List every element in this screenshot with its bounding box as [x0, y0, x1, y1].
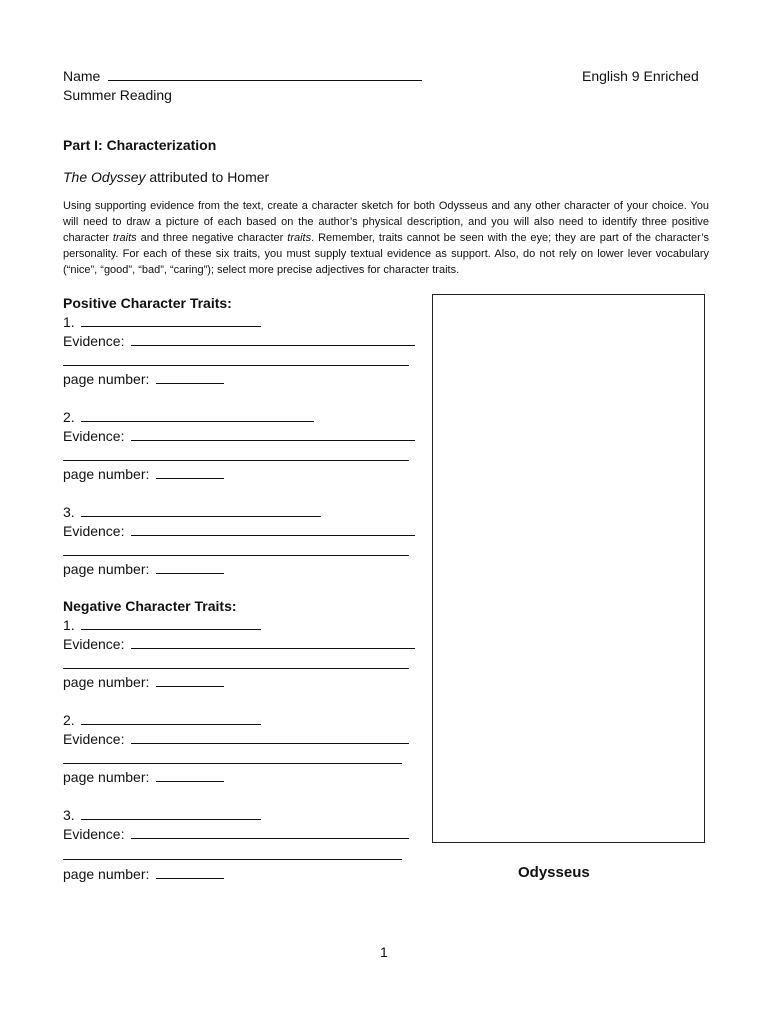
instructions-text-1: Using supporting evidence from the text, create a character sketch for both Odysseus and any other character of your choice. You will need to draw a picture of each based on the author’s physical description, and you will also need to identify three positive character [63, 200, 709, 244]
page-number-blank[interactable] [156, 560, 224, 574]
trait-blank[interactable] [81, 711, 261, 725]
book-attribution: attributed to Homer [145, 169, 270, 185]
evidence-label: Evidence: [63, 731, 125, 747]
trait-blank[interactable] [81, 806, 261, 820]
evidence-continuation-line[interactable] [63, 555, 409, 556]
trait-number: 1. [63, 314, 75, 330]
evidence-label: Evidence: [63, 826, 125, 842]
name-row [63, 67, 422, 85]
negative-evidence-3-row [63, 825, 409, 843]
negative-trait-1-row [63, 616, 261, 634]
trait-blank[interactable] [81, 408, 314, 422]
positive-trait-3-row [63, 503, 321, 521]
page-number-blank[interactable] [156, 865, 224, 879]
footer-page-number: 1 [380, 944, 388, 960]
evidence-continuation-line[interactable] [63, 460, 409, 461]
positive-page-3-row [63, 560, 224, 578]
character-drawing-box[interactable] [432, 294, 705, 843]
evidence-continuation-line[interactable] [63, 365, 409, 366]
evidence-blank[interactable] [131, 332, 415, 346]
trait-blank[interactable] [81, 616, 261, 630]
instructions-paragraph [63, 198, 709, 278]
book-line [63, 168, 269, 186]
page-number-blank[interactable] [156, 370, 224, 384]
summer-reading-label: Summer Reading [63, 87, 172, 103]
evidence-continuation-line[interactable] [63, 859, 402, 860]
page-number-blank[interactable] [156, 673, 224, 687]
evidence-continuation-line[interactable] [63, 668, 409, 669]
positive-trait-1-row [63, 313, 261, 331]
negative-trait-2-row [63, 711, 261, 729]
page-number-label: page number: [63, 866, 150, 882]
negative-evidence-1-row [63, 635, 415, 653]
page-number-label: page number: [63, 769, 150, 785]
positive-trait-2-row [63, 408, 314, 426]
positive-page-2-row [63, 465, 224, 483]
evidence-label: Evidence: [63, 428, 125, 444]
evidence-blank[interactable] [131, 635, 415, 649]
name-blank[interactable] [108, 67, 422, 81]
part-title: Part I: Characterization [63, 137, 217, 153]
instructions-emphasis-1: traits [112, 232, 137, 244]
evidence-label: Evidence: [63, 523, 125, 539]
instructions-text-2: and three negative character [136, 232, 288, 244]
page-number-label: page number: [63, 371, 150, 387]
drawing-caption: Odysseus [518, 864, 590, 881]
instructions-text-3: . Remember, traits cannot be seen with the eye; they are part of the character’s personality. For each of these six traits, you must supply textual evidence as support. Also, do not rely on lower lever vocabulary (“nice”, “good”, “bad”, “caring”); select more precise adjectives for character traits. [63, 232, 709, 276]
positive-evidence-1-row [63, 332, 415, 350]
evidence-blank[interactable] [131, 825, 409, 839]
negative-evidence-2-row [63, 730, 409, 748]
book-title: The Odyssey [63, 169, 146, 185]
evidence-blank[interactable] [131, 522, 415, 536]
trait-number: 2. [63, 712, 75, 728]
negative-page-3-row [63, 865, 224, 883]
page-number-label: page number: [63, 674, 150, 690]
evidence-continuation-line[interactable] [63, 763, 402, 764]
course-title: English 9 Enriched [582, 68, 699, 84]
trait-number: 1. [63, 617, 75, 633]
positive-evidence-3-row [63, 522, 415, 540]
positive-evidence-2-row [63, 427, 415, 445]
positive-traits-heading: Positive Character Traits: [63, 295, 232, 311]
page-number-label: page number: [63, 561, 150, 577]
instructions-emphasis-2: traits [287, 232, 312, 244]
negative-trait-3-row [63, 806, 261, 824]
trait-blank[interactable] [81, 503, 321, 517]
evidence-label: Evidence: [63, 333, 125, 349]
page-number-label: page number: [63, 466, 150, 482]
evidence-label: Evidence: [63, 636, 125, 652]
evidence-blank[interactable] [131, 730, 409, 744]
trait-number: 3. [63, 807, 75, 823]
page-number-blank[interactable] [156, 768, 224, 782]
negative-page-2-row [63, 768, 224, 786]
trait-number: 3. [63, 504, 75, 520]
negative-page-1-row [63, 673, 224, 691]
page-number-blank[interactable] [156, 465, 224, 479]
negative-traits-heading: Negative Character Traits: [63, 598, 237, 614]
positive-page-1-row [63, 370, 224, 388]
trait-number: 2. [63, 409, 75, 425]
trait-blank[interactable] [81, 313, 261, 327]
name-label: Name [63, 68, 101, 84]
evidence-blank[interactable] [131, 427, 415, 441]
